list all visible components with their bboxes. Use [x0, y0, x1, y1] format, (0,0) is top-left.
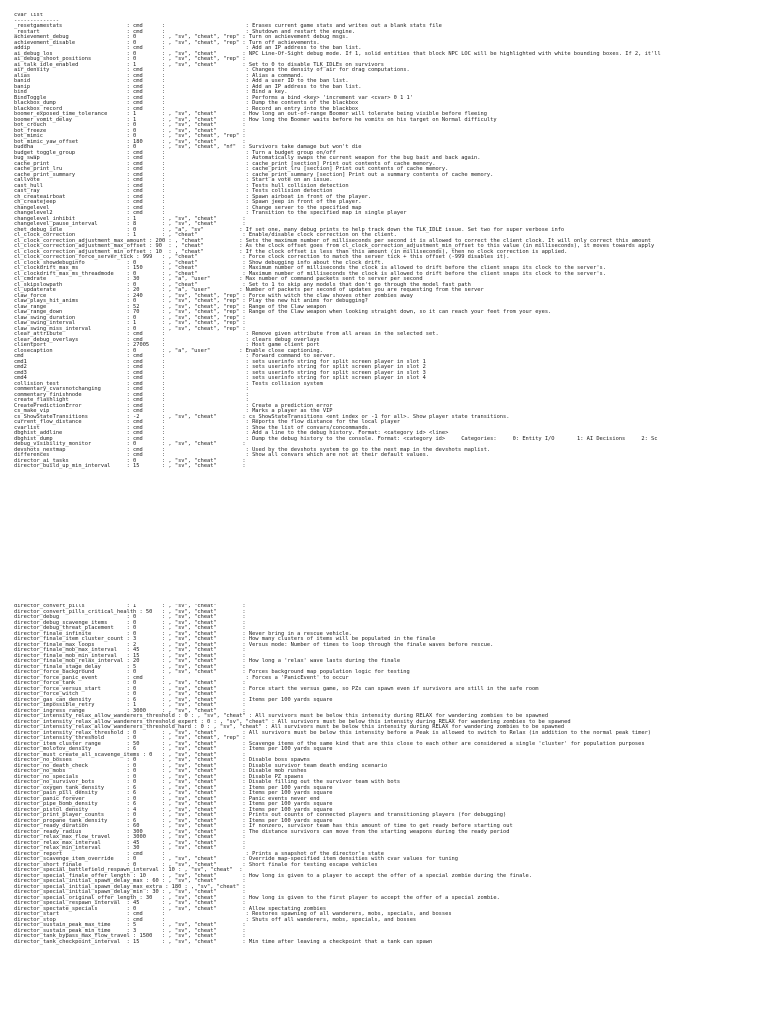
cvar-entry-line: director_relax_max_interval : 45 : , "sv", "cheat" : [14, 839, 246, 846]
cvar-entry-line: CreatePredictionError : cmd : : Create a prediction error [14, 402, 333, 409]
cvar-entry-line: cl_skipslowpath : 0 : , "cheat" : Set to 1 to skip any models that don't go through the model fast path [14, 281, 471, 288]
cvar-entry-line: director_ready_radius : 300 : , "sv", "cheat" : The distance survivors can move from the starting weapons during the ready period [14, 828, 510, 835]
cvar-entry-line: director_debug_scavenge_items : 0 : , "sv", "cheat" : [14, 619, 246, 626]
cvar-entry-line: director_relax_max_flow_travel : 3000 : , "sv", "cheat" : [14, 834, 246, 840]
cvar-entry-line: alias : cmd : : Alias a command. [14, 72, 304, 79]
cvar-entry-line: chet_debug_idle : 0 : , "a", "sv" : If set one, many debug prints to help track down the TLK_IDLE issue. Set two for super verbose info [14, 226, 565, 233]
cvar-entry-line: bug_swap : cmd : : Automatically swaps the current weapon for the bug bait and back again. [14, 155, 481, 161]
cvar-entry-line: director_convert_pills : 1 : , "sv", "cheat" : [14, 604, 246, 609]
cvar-entry-line: changelevel : cmd : : Change server to the specified map [14, 204, 362, 211]
cvar-entry-line: addip : cmd : : Add an IP address to the ban list. [14, 45, 362, 51]
cvar-entry-line: blackbox_record : cmd : : Record an entry into the blackbox [14, 105, 359, 112]
cvar-entry-line: changelevel2 : cmd : : Transition to the specified map in single player [14, 210, 407, 216]
cvar-entry-line: director_tank_bypass_max_flow_travel : 1500 : , "sv", "cheat" : [14, 933, 246, 939]
cvar-entry-line: ai_talk_idle_enabled : 1 : , "sv", "cheat" : Set to 0 to disable TLK_IDLEs on survivors [14, 61, 384, 68]
cvar-entry-line: director_force_witch : 0 : , "sv", "cheat" : [14, 691, 246, 697]
cvar-entry-line: boomer_exposed_time_tolerance : 1 : , "sv", "cheat" : How long an out-of-range Boomer will tolerate being visible before fleeing [14, 111, 487, 117]
cvar-entry-line: director_force_versus_start : 0 : , "sv", "cheat" : Force start the versus game, so PZs can spawn even if survivors are still in the safe room [14, 685, 539, 692]
cvar-entry-line: ch_createairboat : cmd : : Spawn airboat in front of the player. [14, 193, 372, 200]
cvar-entry-line: director_intensity_relax_allow_wanderers_threshold_expert : 0 : , "sv", "cheat" : All survivors must be below this intensity during RELAX for wandering zombies to be spawned [14, 718, 571, 725]
cvar-entry-line: claw_plays_hit_anims : 0 : , "sv", "cheat", "rep" : Play the new hit anims for debugging? [14, 298, 368, 304]
cvar-entry-line: achievement_disable : 0 : , "sv", "cheat", "rep" : Turn off achievements. [14, 39, 320, 46]
cvar-entry-line: bot_mimic_yaw_offset : 180 : , "sv", "cheat" : [14, 138, 246, 145]
cvar-entry-line: director_debug_threat_placement : 0 : , "sv", "cheat" : [14, 625, 246, 631]
cvar-entry-line: BindToggle : cmd : : Performs a bind <key> 'increment var <cvar> 0 1 1' [14, 94, 413, 101]
cvar-entry-line: cache_print_summary : cmd : : cache_print_summary [section] Print out a summary contents of cache memory. [14, 171, 494, 178]
cvar-entry-line: director_special_original_offer_length : 30 : , "sv", "cheat" : How long is given to the first player to accept the offer of a special zombie. [14, 894, 500, 901]
cvar-entry-line: bind : cmd : : Bind a key. [14, 89, 288, 95]
cvar-entry-line: director_special_initial_spawn_delay_max_extra : 180 : , "sv", "cheat" : [14, 883, 246, 890]
cvar-entry-line: director_finale_item_cluster_count : 3 : , "sv", "cheat" : How many clusters of items will be populated in the finale [14, 636, 436, 642]
cvar-entry-line: cs_ShowStateTransitions : -2 : , "sv", "cheat" : cs_ShowStateTransitions <ent index or -1 for all>. Show player state transitions. [14, 413, 510, 420]
cvar-entry-line: ch_createjeep : cmd : : Spawn jeep in front of the player. [14, 199, 362, 205]
cvar-entry-line: director_no_bosses : 0 : , "sv", "cheat" : Disable boss spawns [14, 757, 310, 763]
cvar-entry-line: _resetgamestats : cmd : : Erases current game stats and writes out a blank stats file [14, 23, 442, 29]
cvar-entry-line: director_stop : cmd : : Shuts off all wanderers, mobs, specials, and bosses [14, 916, 417, 923]
cvar-entry-line: director_ai_tasks : 0 : , "sv", "cheat" : [14, 457, 246, 464]
cvar-entry-line: director_intensity_relax_threshold : 0 : , "sv", "cheat" : All survivors must be below this intensity before a Peak is allowed to switch to Relax (in addition to the normal peak timer) [14, 729, 652, 736]
cvar-entry-line: claw_force : 240 : , "sv", "cheat", "rep" : Force with witch the claw shoves other zombies away [14, 292, 413, 299]
cvar-entry-line: banid : cmd : : Add a user ID to the ban list. [14, 78, 349, 84]
cvar-list-underline: -------------- [14, 17, 60, 24]
cvar-entry-line: director_sustain_peak_min_time : 3 : , "sv", "cheat" : [14, 927, 246, 934]
cvar-entry-line: cl_updaterate : 20 : , "a", "user" : Number of packets per second of updates you are requesting from the server [14, 287, 484, 293]
cvar-entry-line: director_gas_can_density : 6 : , "sv", "cheat" : Items per 100 yards square [14, 696, 333, 703]
cvar-entry-line: clientport : 27005 : : Host game client port [14, 342, 320, 348]
cvar-entry-line: clear_debug_overlays : cmd : : clears debug overlays [14, 336, 320, 343]
cvar-entry-line: differences : cmd : : Show all convars which are not at their default values. [14, 452, 430, 458]
cvar-entry-line: director_tank_checkpoint_interval : 15 : , "sv", "cheat" : Min time after leaving a checkpoint that a tank can spawn [14, 938, 433, 945]
cvar-entry-line: boomer_vomit_delay : 1 : , "sv", "cheat" : How long the Boomer waits before he vomits on his target on Normal difficulty [14, 116, 497, 123]
cvar-entry-line: cmd2 : cmd : : sets userinfo string for split screen player in slot 2 [14, 364, 426, 370]
cvar-entry-line: collision_test : cmd : : Tests collision system [14, 380, 323, 387]
cvar-entry-line: director_sustain_peak_max_time : 5 : , "sv", "cheat" : [14, 922, 246, 928]
cvar-entry-line: changelevel_inhibit : 1 : , "sv", "cheat" : [14, 215, 246, 222]
cvar-entry-line: director_no_death_check : 0 : , "sv", "cheat" : Disable survivor team death ending scenario [14, 762, 388, 769]
cvar-entry-line: cache_print_lru : cmd : : cache_print_lru [section] Print out contents of cache memory. [14, 166, 449, 172]
cvar-entry-line: cast_hull : cmd : : Tests hull collision detection [14, 182, 349, 189]
cvar-entry-line: director_special_respawn_interval : 45 : , "sv", "cheat" : [14, 900, 246, 906]
cvar-entry-line: director_special_battlefield_respawn_interval : 10 : , "sv", "cheat" : [14, 867, 243, 873]
cvar-entry-line: cast_ray : cmd : : Tests collision detection [14, 188, 333, 194]
cvar-entry-line: director_short_finale : 0 : , "sv", "cheat" : Short finale for testing escape vehicles [14, 861, 378, 868]
cvar-entry-line: budget_toggle_group : cmd : : Turn a budget group on/off [14, 149, 336, 156]
cvar-entry-line: director_print_player_counts : 0 : , "sv", "cheat" : Prints out counts of connected players and transitioning players (for debugging) [14, 812, 507, 818]
cvar-entry-line: director_pipe_bomb_density : 6 : , "sv", "cheat" : Items per 100 yards square [14, 801, 333, 807]
cvar-entry-line: director_finale_mob_relax_interval : 20 : , "sv", "cheat" : How long a 'relax' wave lasts during the finale [14, 658, 401, 664]
cvar-entry-line: cl_clock_correction_adjustment_max_amount : 200 : , "cheat" : Sets the maximum number of milliseconds per second it is allowed to correct the client clock. It will only correct this amount [14, 237, 652, 244]
cvar-entry-line: claw_swing_miss_interval : 0 : , "sv", "cheat", "rep" : [14, 325, 246, 332]
cvar-entry-line: director_report : cmd : : Prints a snapshot of the director's state [14, 850, 384, 857]
cvar-entry-line: director_panic_forever : 0 : , "sv", "cheat" : Panic events never end [14, 795, 320, 802]
cvar-entry-line: bot_mimic : 0 : , "sv", "cheat", "rep" : [14, 133, 246, 139]
cvar-entry-line: debug_visibility_monitor : 0 : , "sv", "cheat" : [14, 441, 246, 447]
cvar-entry-line: ai_debug_shoot_positions : 0 : , "sv", "cheat", "rep" : [14, 56, 246, 62]
cvar-entry-line: cache_print : cmd : : cache_print [section] Print out contents of cache memory. [14, 160, 436, 167]
cvar-list-title: cvar list [14, 13, 43, 18]
cvar-entry-line: dbghist_addline : cmd : : Add a line to the debug history. Format: <category id> <line> [14, 430, 449, 436]
cvar-entry-line: cl_clockdrift_max_ms_threadmode : 0 : , "cheat" : Maximum number of milliseconds the clock is allowed to drift before the client snaps its clock to the server's. [14, 270, 606, 277]
cvar-entry-line: director_relax_min_interval : 30 : , "sv", "cheat" : [14, 845, 246, 851]
cvar-entry-line: director_molotov_density : 6 : , "sv", "cheat" : Items per 100 yards square [14, 746, 333, 752]
cvar-entry-line: cmd3 : cmd : : sets userinfo string for split screen player in slot 3 [14, 369, 426, 376]
cvar-entry-line: director_finale_stage_delay : 5 : , "sv", "cheat" : [14, 663, 246, 670]
cvar-entry-line: cs_make_vip : cmd : : Marks a player as the VIP [14, 408, 333, 414]
cvar-entry-line: closecaption : 0 : , "a", "user" : Enable close captioning. [14, 347, 323, 354]
cvar-entry-line: claw_range_down : 70 : , "sv", "cheat", "rep" : Range of the Claw weapon when looking straight down, so it can reach your feet from your eyes. [14, 309, 552, 315]
cvar-entry-line: director_no_survivor_bots : 0 : , "sv", "cheat" : Disable filling out the survivor team with bots [14, 779, 401, 785]
cvar-entry-line: director_finale_mob_min_interval : 15 : , "sv", "cheat" : [14, 652, 246, 659]
cvar-entry-line: director_finale_mob_max_interval : 45 : , "sv", "cheat" : [14, 647, 246, 653]
cvar-entry-line: director_start : cmd : : Restores spawning of all wanderers, mobs, specials, and bosses [14, 911, 452, 917]
cvar-entry-line: director_force_tank : 0 : , "sv", "cheat" : [14, 680, 246, 686]
cvar-entry-line: director_special_initial_spawn_delay_min : 30 : , "sv", "cheat" : [14, 889, 246, 895]
cvar-entry-line: director_build_up_min_interval : 15 : , "sv", "cheat" : [14, 463, 246, 469]
cvar-entry-line: director_pistol_density : 4 : , "sv", "cheat" : Items per 100 yards square [14, 806, 333, 813]
cvar-entry-line: director_ready_duration : 60 : , "sv", "cheat" : If nonzero, survivor team has this amount of time to get ready before starting out [14, 823, 513, 829]
cvar-entry-line: cmd : cmd : : Forward command to server. [14, 353, 336, 359]
cvar-entry-line: cl_clockdrift_max_ms : 150 : , "cheat" : Maximum number of milliseconds the clock is allowed to drift before the client snaps its clock to the server's. [14, 265, 606, 271]
cvar-entry-line: bot_freeze : 0 : , "sv", "cheat" : [14, 127, 246, 134]
cvar-entry-line: commentary_cvarsnotchanging : cmd : : [14, 386, 249, 392]
cvar-entry-line: dbghist_dump : cmd : : Dump the debug history to the console. Format: <category id> Categories: 0: Entity I/O 1: AI Decisions 2: Sc [14, 435, 658, 442]
cvar-list-lines-2 [14, 604, 764, 945]
cvar-entry-line: director_must_create_all_scavenge_items : 0 : , "sv", "cheat" : [14, 751, 246, 758]
cvar-entry-line: director_impossible_retry : 1 : , "sv", "cheat" : [14, 702, 246, 708]
cvar-entry-line: director_pain_pill_density : 6 : , "sv", "cheat" : Items per 100 yards square [14, 790, 333, 796]
cvar-entry-line: director_intensity_threshold : 0 : , "sv", "cheat", "rep" : [14, 735, 246, 741]
cvar-entry-line: cl_cmdrate : 30 : , "a", "user" : Max number of command packets sent to server per second [14, 276, 423, 282]
cvar-entry-line: director_intensity_relax_allow_wanderers_threshold_hard : 0 : , "sv", "cheat" : All survivors must be below this intensity during RELAX for wandering zombies to be spawned [14, 724, 565, 730]
cvar-list-block-2 [14, 604, 764, 945]
cvar-entry-line: banip : cmd : : Add an IP address to the ban list. [14, 83, 362, 90]
cvar-entry-line: commentary_finishnode : cmd : : [14, 391, 249, 398]
cvar-entry-line: buddha : 0 : , "sv", "cheat", "nf" : Survivors take damage but won't die [14, 144, 362, 150]
cvar-entry-line: director_item_cluster_range : 50 : , "sv", "cheat" : Scavenge items of the same kind that are this close to each other are considered a single 'cluster' for population purposes [14, 740, 645, 747]
cvar-entry-line: cl_clock_showdebuginfo : 0 : , "cheat" : Show debugging info about the clock drift. [14, 259, 384, 266]
cvar-entry-line: director_ingress_range : 3000 : , "sv", "cheat" : [14, 707, 246, 714]
cvar-entry-line: blackbox_dump : cmd : : Dump the contents of the blackbox [14, 100, 359, 106]
cvar-entry-line: air_density : cmd : : Changes the density of air for drag computations. [14, 67, 410, 73]
cvar-entry-line: claw_swing_interval : 1 : , "sv", "cheat", "rep" : [14, 320, 246, 326]
cvar-entry-line: cl_clock_correction_adjustment_max_offset : 90 : , "cheat" : As the clock offset goes from cl_clock_correction_adjustment_min_offset to this value (in milliseconds), it moves towards apply [14, 243, 655, 249]
cvar-entry-line: devshots_nextmap : cmd : : Used by the devshots system to go to the next map in the devshots maplist. [14, 446, 491, 453]
cvar-entry-line: create_flashlight : cmd : : [14, 397, 249, 403]
cvar-entry-line: cmd1 : cmd : : sets userinfo string for split screen player in slot 1 [14, 358, 426, 365]
cvar-entry-line: director_force_background : 0 : , "sv", "cheat" : Forces background map population logic for testing [14, 669, 410, 675]
cvar-entry-line: claw_swing_duration : 0 : , "sv", "cheat", "rep" : [14, 314, 246, 321]
cvar-entry-line: cmd4 : cmd : : sets userinfo string for split screen player in slot 4 [14, 375, 426, 381]
cvar-entry-line: director_special_initial_spawn_delay_max : 60 : , "sv", "cheat" : [14, 878, 246, 884]
cvar-entry-line: cvarlist : cmd : : Show the list of convars/concommands. [14, 424, 372, 431]
cvar-list-lines-1 [14, 24, 764, 470]
cvar-entry-line: ai_debug_los : 0 : , "sv", "cheat" : NPC Line-Of-Sight debug mode. If 1, solid entities that block NPC LOC will be highlighted with white bounding boxes. If 2, it'll [14, 50, 661, 57]
cvar-entry-line: current_flow_distance : cmd : : Reports the flow distance for the local player [14, 419, 401, 425]
cvar-entry-line: bot_crouch : 0 : , "sv", "cheat" : [14, 122, 246, 128]
cvar-entry-line: director_force_panic_event : cmd : : Forces a 'PanicEvent' to occur [14, 674, 349, 681]
cvar-entry-line: director_special_finale_offer_length : 10 : , "sv", "cheat" : How long is given to a player to accept the offer of a special zombie during the finale. [14, 872, 532, 879]
cvar-entry-line: cl_clock_correction_force_server_tick : 999 : , "cheat" : Force clock correction to match the server tick + this offset (-999 disables it). [14, 254, 510, 260]
cvar-entry-line: changelevel_pause_interval : 8 : , "sv", "cheat" : [14, 221, 246, 227]
cvar-entry-line: director_scavenge_item_override : 0 : , "sv", "cheat" : Override map-specified item densities with cvar values for tuning [14, 856, 458, 862]
cvar-entry-line: director_finale_max_loops : 2 : , "sv", "cheat" : Versus mode: Number of times to loop through the finale waves before rescue. [14, 641, 494, 648]
cvar-entry-line: _restart : cmd : : Shutdown and restart the engine. [14, 28, 356, 35]
cvar-list-block-1 [14, 13, 764, 470]
cvar-entry-line: cl_clock_correction_adjustment_min_offset : 10 : , "cheat" : If the clock offset is less than this amount (in milliseconds), then no clock correction is applied. [14, 248, 568, 255]
cvar-entry-line: claw_range : 52 : , "sv", "cheat", "rep" : Range of the Claw weapon [14, 303, 327, 310]
cvar-entry-line: achievement_debug : 0 : , "sv", "cheat", "rep" : Turn on achievement debug msgs. [14, 34, 349, 40]
cvar-entry-line: director_intensity_relax_allow_wanderers_threshold : 0 : , "sv", "cheat" : All survivors must be below this intensity during RELAX for wandering zombies to be spawned [14, 713, 549, 719]
cvar-entry-line: director_no_mobs : 0 : , "sv", "cheat" : Disable mob rushes [14, 768, 307, 774]
cvar-entry-line: director_propane_tank_density : 6 : , "sv", "cheat" : Items per 100 yards square [14, 817, 333, 824]
cvar-entry-line: director_debug : 0 : , "sv", "cheat" : [14, 614, 246, 620]
cvar-entry-line: director_convert_pills_critical_health : 50 : , "sv", "cheat" : [14, 608, 246, 615]
cvar-entry-line: director_finale_infinite : 0 : , "sv", "cheat" : Never bring in a rescue vehicle. [14, 630, 352, 637]
cvar-entry-line: director_no_specials : 0 : , "sv", "cheat" : Disable PZ spawns [14, 773, 304, 780]
cvar-entry-line: clear_attribute : cmd : : Remove given attribute from all areas in the selected set. [14, 331, 439, 337]
cvar-entry-line: director_oxygen_tank_density : 6 : , "sv", "cheat" : Items per 100 yards square [14, 784, 333, 791]
cvar-entry-line: director_spectate_specials : 0 : , "sv", "cheat" : Allow spectating zombies [14, 905, 327, 912]
cvar-entry-line: cl_clock_correction : 1 : , "cheat" : Enable/disable clock correction on the client. [14, 232, 397, 238]
cvar-entry-line: callvote : cmd : : Start a vote on an issue. [14, 177, 333, 183]
